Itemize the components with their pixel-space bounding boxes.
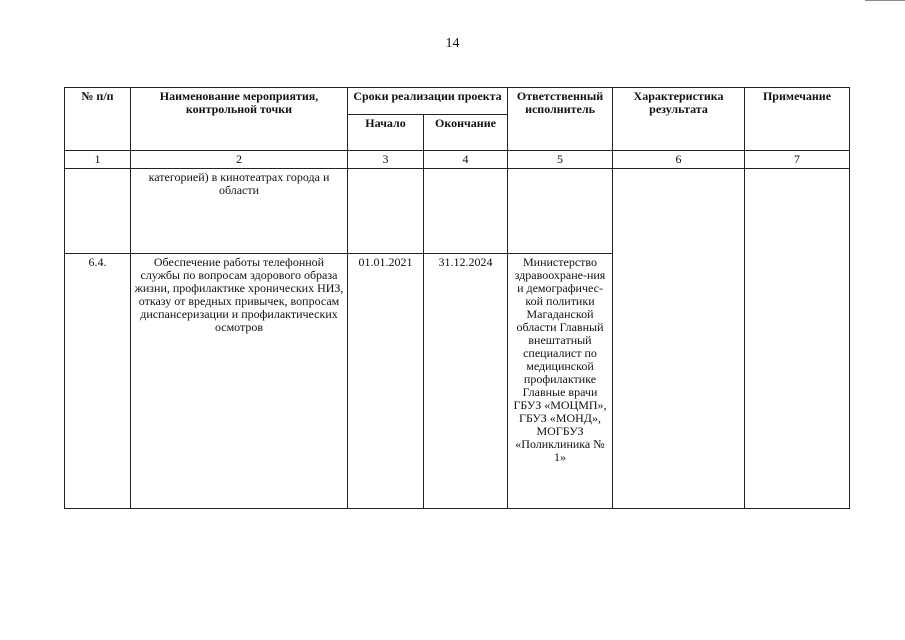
column-number: 6	[613, 151, 745, 169]
row-end: 31.12.2024	[424, 254, 508, 509]
row-responsible: Министерство здравоохране-ния и демографичес-кой политики Магаданской области Главный внештатный специалист по медицинской профилактике Главные врачи ГБУЗ «МОЦМП», ГБУЗ «МОНД», МОГБУЗ «Поликлиника № 1»	[508, 254, 613, 509]
header-num: № п/п	[65, 88, 131, 151]
column-numbers-row	[65, 151, 850, 169]
column-number: 1	[65, 151, 131, 169]
column-number: 4	[424, 151, 508, 169]
table-row	[65, 169, 850, 254]
header-name: Наименование мероприятия, контрольной точки	[131, 88, 348, 151]
row-note	[745, 169, 850, 509]
row-start	[348, 169, 424, 254]
table-header-row	[65, 88, 850, 115]
column-number: 3	[348, 151, 424, 169]
header-result: Характеристика результата	[613, 88, 745, 151]
row-name: категорией) в кинотеатрах города и области	[131, 169, 348, 254]
header-end: Окончание	[424, 115, 508, 151]
row-num: 6.4.	[65, 254, 131, 509]
row-end	[424, 169, 508, 254]
row-name: Обеспечение работы телефонной службы по вопросам здорового образа жизни, профилактике хронических НИЗ, отказу от вредных привычек, вопросам диспансеризации и профилактических осмотров	[131, 254, 348, 509]
column-number: 7	[745, 151, 850, 169]
column-number: 5	[508, 151, 613, 169]
row-num	[65, 169, 131, 254]
row-result	[613, 169, 745, 509]
header-start: Начало	[348, 115, 424, 151]
header-responsible: Ответственный исполнитель	[508, 88, 613, 151]
header-note: Примечание	[745, 88, 850, 151]
column-number: 2	[131, 151, 348, 169]
row-responsible	[508, 169, 613, 254]
scan-artifact	[865, 0, 905, 4]
header-terms: Сроки реализации проекта	[348, 88, 508, 115]
row-start: 01.01.2021	[348, 254, 424, 509]
events-table	[64, 87, 850, 509]
page-number: 14	[445, 36, 460, 51]
